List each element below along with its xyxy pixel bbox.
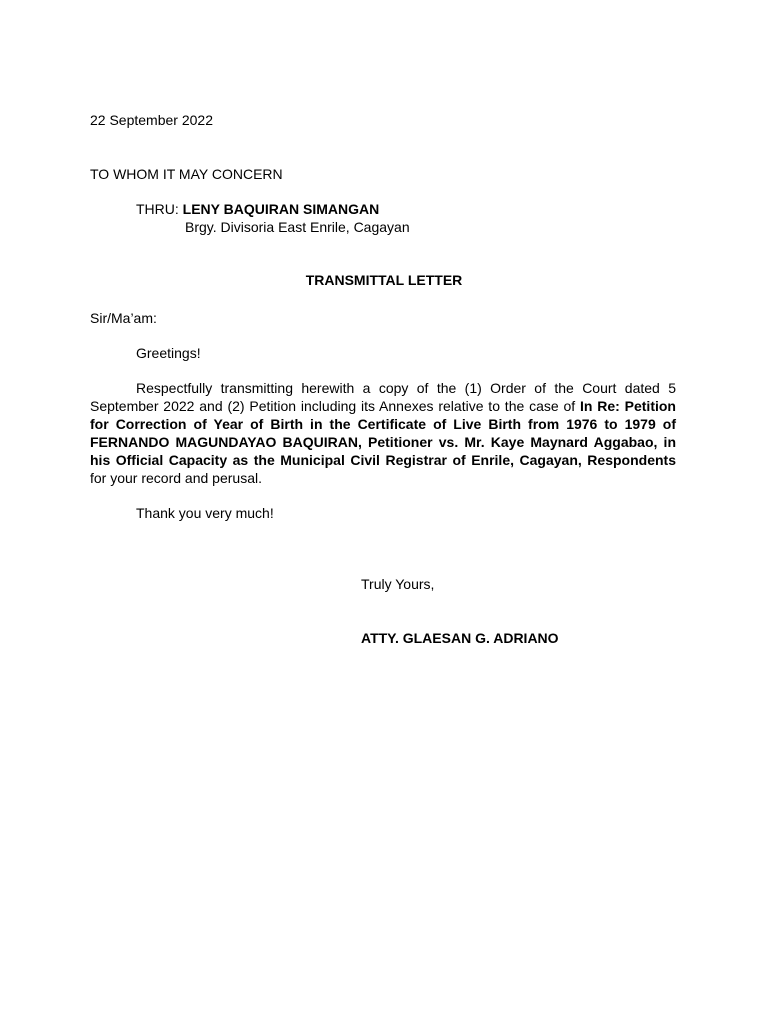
greeting: Greetings! [136,345,201,361]
closing-line: Truly Yours, [361,576,435,592]
body-outro: for your record and perusal. [90,470,262,486]
thru-name: LENY BAQUIRAN SIMANGAN [182,201,380,217]
thru-line [136,200,379,218]
thanks-line: Thank you very much! [136,505,274,521]
thru-address: Brgy. Divisoria East Enrile, Cagayan [185,219,410,235]
addressee-line: TO WHOM IT MAY CONCERN [90,166,283,182]
body-intro: Respectfully transmitting herewith a copy of the (1) Order of the Court dated 5 September 2022 and (2) Petition including its Annexes relative to the case of [90,380,676,414]
thru-label: THRU: [136,201,183,217]
letter-title: TRANSMITTAL LETTER [305,272,463,288]
signatory-name: ATTY. GLAESAN G. ADRIANO [361,630,559,646]
body-paragraph [90,379,676,487]
case-title: In Re: Petition for Correction of Year of Birth in the Certificate of Live Birth from 1976 to 1979 of FERNANDO MAGUNDAYAO BAQUIRAN, Petitioner vs. Mr. Kaye Maynard Aggabao, in his Official Capacity as the Municipal Civil Registrar of Enrile, Cagayan, Respondents [90,398,676,468]
letter-date: 22 September 2022 [90,112,213,128]
salutation: Sir/Ma’am: [90,310,157,326]
